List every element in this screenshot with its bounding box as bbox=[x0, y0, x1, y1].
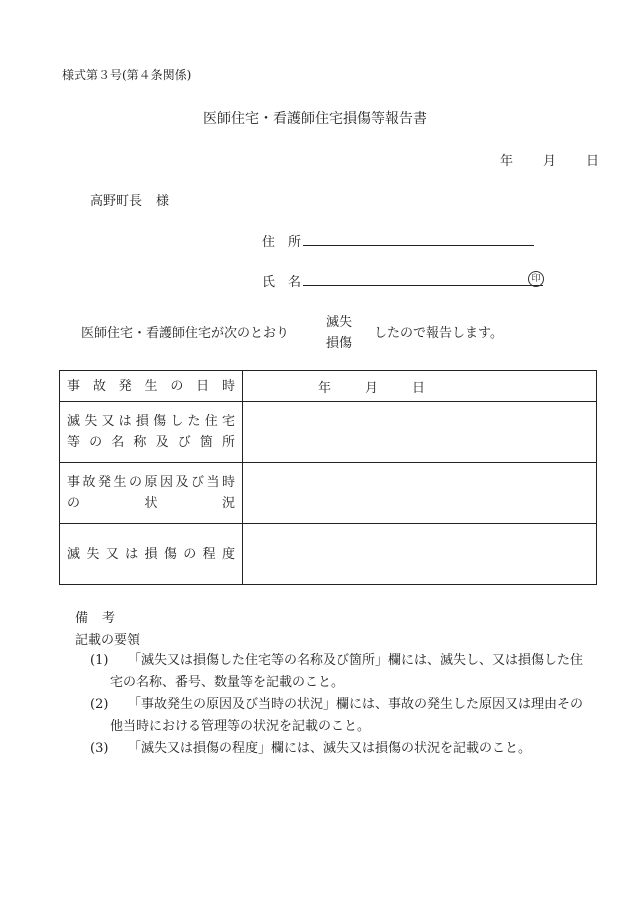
instructions-heading: 記載の要領 bbox=[75, 633, 141, 648]
addressee-honorific: 様 bbox=[156, 194, 170, 209]
date-line bbox=[500, 150, 599, 169]
table-row bbox=[60, 463, 597, 524]
report-options bbox=[326, 312, 352, 354]
seal-mark: 印 bbox=[528, 271, 544, 287]
note-item-3: (3) 「滅失又は損傷の程度」欄には、滅失又は損傷の状況を記載のこと。 bbox=[90, 741, 532, 756]
addressee bbox=[90, 190, 169, 209]
table-row bbox=[60, 524, 597, 585]
name-field-line[interactable] bbox=[303, 285, 543, 286]
incident-datetime-label: 事故発生の日時 bbox=[60, 371, 243, 402]
date-month: 月 bbox=[543, 154, 557, 169]
notes-heading: 備 考 bbox=[75, 611, 116, 626]
date-day: 日 bbox=[586, 154, 600, 169]
option-lost: 滅失 bbox=[326, 315, 353, 330]
property-name-location-value[interactable] bbox=[243, 402, 597, 463]
addressee-name: 高野町長 bbox=[90, 194, 143, 209]
damage-extent-label: 滅失又は損傷の程度 bbox=[60, 524, 243, 585]
cause-circumstances-value[interactable] bbox=[243, 463, 597, 524]
table-row bbox=[60, 371, 597, 402]
note-item-1: (1) 「滅失又は損傷した住宅等の名称及び箇所」欄には、滅失し、又は損傷した住 宅の名称、番号、数量等を記載のこと。 bbox=[90, 653, 584, 690]
form-number: 様式第３号(第４条関係) bbox=[62, 68, 192, 82]
table-row bbox=[60, 402, 597, 463]
report-suffix: したので報告します。 bbox=[374, 326, 503, 341]
address-label: 住 所 bbox=[262, 235, 302, 250]
note-item-2: (2) 「事故発生の原因及び当時の状況」欄には、事故の発生した原因又は理由その 他当時における管理等の状況を記載のこと。 bbox=[90, 697, 584, 734]
damage-extent-value[interactable] bbox=[243, 524, 597, 585]
incident-datetime-value[interactable]: 年 月 日 bbox=[243, 371, 597, 402]
cause-circumstances-label: 事故発生の原因及び当時 の 状 況 bbox=[60, 463, 243, 524]
address-field-line[interactable] bbox=[303, 245, 534, 246]
name-label: 氏 名 bbox=[262, 275, 302, 290]
option-damaged: 損傷 bbox=[326, 336, 353, 351]
date-year: 年 bbox=[500, 154, 514, 169]
report-prefix: 医師住宅・看護師住宅が次のとおり bbox=[81, 326, 290, 341]
report-table bbox=[59, 370, 597, 585]
document-title: 医師住宅・看護師住宅損傷等報告書 bbox=[203, 111, 427, 127]
property-name-location-label: 滅失又は損傷した住宅 等の名称及び箇所 bbox=[60, 402, 243, 463]
